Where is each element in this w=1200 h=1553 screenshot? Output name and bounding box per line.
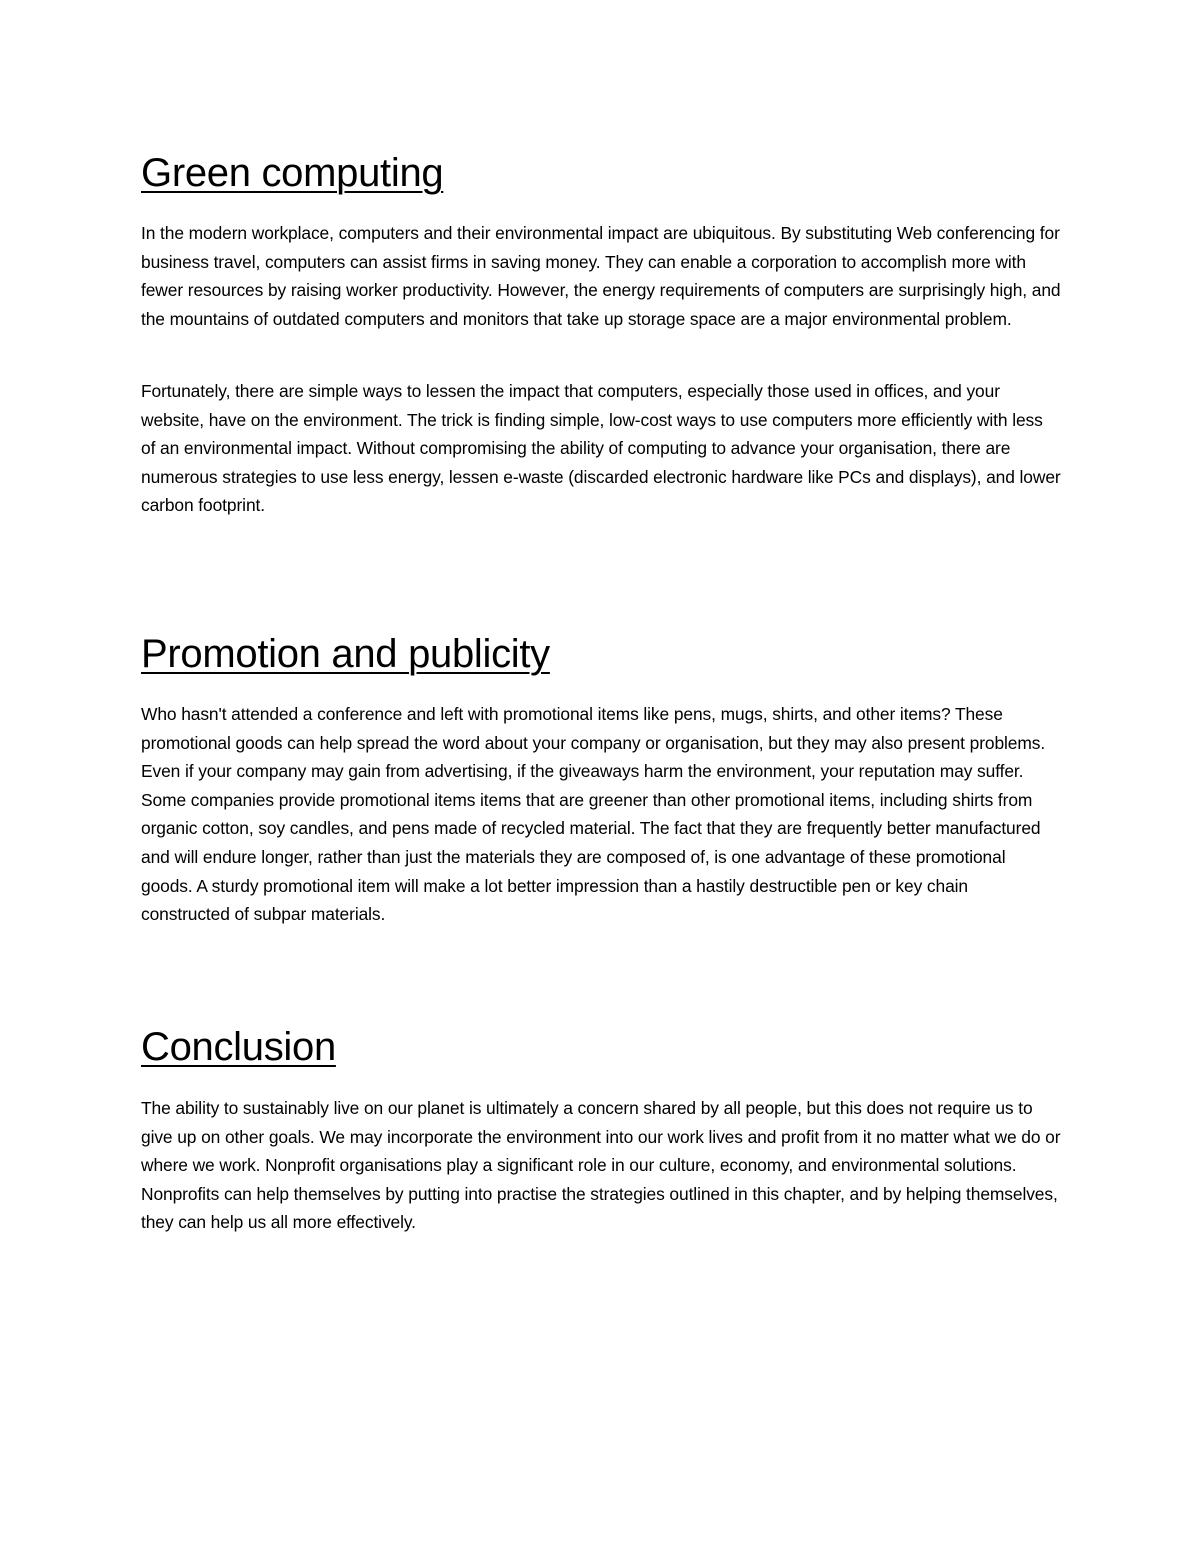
heading-green-computing: Green computing	[141, 151, 444, 195]
heading-conclusion: Conclusion	[141, 1025, 336, 1069]
paragraph-green-computing-1: In the modern workplace, computers and their environmental impact are ubiquitous. By substituting Web conferencing for business travel, computers can assist firms in saving money. They can enable a corporation to accomplish more with fewer resources by raising worker productivity. However, the energy requirements of computers are surprisingly high, and the mountains of outdated computers and monitors that take up storage space are a major environmental problem.	[141, 223, 1061, 329]
paragraph-green-computing-2: Fortunately, there are simple ways to lessen the impact that computers, especially those used in offices, and your website, have on the environment. The trick is finding simple, low-cost ways to use computers more efficiently with less of an environmental impact. Without compromising the ability of computing to advance your organisation, there are numerous strategies to use less energy, lessen e-waste (discarded electronic hardware like PCs and displays), and lower carbon footprint.	[141, 381, 1061, 516]
heading-promotion-and-publicity: Promotion and publicity	[141, 632, 550, 676]
paragraph-conclusion: The ability to sustainably live on our planet is ultimately a concern shared by all people, but this does not require us to give up on other goals. We may incorporate the environment into our work lives and profit from it no matter what we do or where we work. Nonprofit organisations play a significant role in our culture, economy, and environmental solutions. Nonprofits can help themselves by putting into practise the strategies outlined in this chapter, and by helping themselves, they can help us all more effectively.	[141, 1098, 1061, 1233]
paragraph-promotion-and-publicity: Who hasn't attended a conference and left with promotional items like pens, mugs, shirts, and other items? These promotional goods can help spread the word about your company or organisation, but they may also present problems. Even if your company may gain from advertising, if the giveaways harm the environment, your reputation may suffer. Some companies provide promotional items items that are greener than other promotional items, including shirts from organic cotton, soy candles, and pens made of recycled material. The fact that they are frequently better manufactured and will endure longer, rather than just the materials they are composed of, is one advantage of these promotional goods. A sturdy promotional item will make a lot better impression than a hastily destructible pen or key chain constructed of subpar materials.	[141, 704, 1046, 925]
